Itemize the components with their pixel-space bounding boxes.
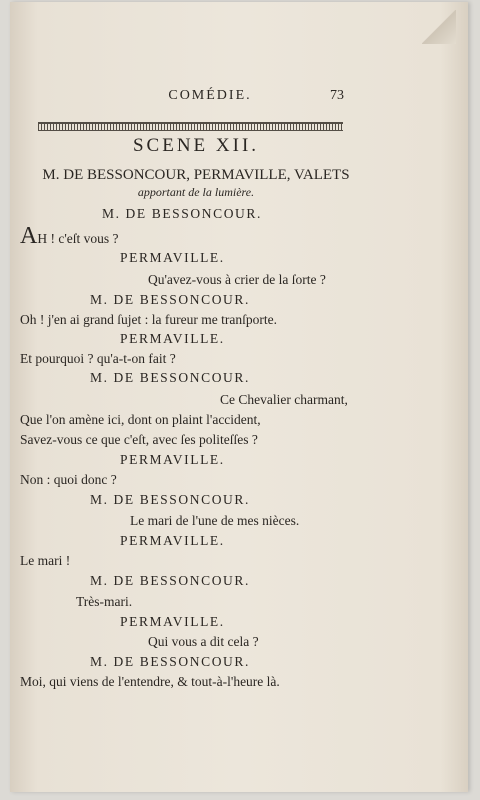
speech-line xyxy=(20,224,119,248)
page-number: 73 xyxy=(330,88,344,103)
speech-line: Qu'avez-vous à crier de la ſorte ? xyxy=(148,272,326,287)
speaker-name: M. DE BESSONCOUR. xyxy=(90,492,250,507)
speaker-name: PERMAVILLE. xyxy=(120,331,225,346)
header-title: COMÉDIE. xyxy=(168,88,252,103)
book-page xyxy=(10,2,468,792)
speaker-name: PERMAVILLE. xyxy=(120,250,225,265)
speaker-name: M. DE BESSONCOUR. xyxy=(90,370,250,385)
speech-line: Non : quoi donc ? xyxy=(20,472,117,487)
folded-corner xyxy=(422,10,456,44)
scene-heading: SCENE XII. xyxy=(132,135,260,156)
stage-direction: apportant de la lumière. xyxy=(137,185,255,199)
drop-cap: A xyxy=(20,223,38,249)
speaker-name: PERMAVILLE. xyxy=(120,533,225,548)
speaker-name: M. DE BESSONCOUR. xyxy=(90,573,250,588)
speech-line: Très-mari. xyxy=(76,594,133,609)
speaker-name: PERMAVILLE. xyxy=(120,614,225,629)
speech-line: Et pourquoi ? qu'a-t-on fait ? xyxy=(20,351,176,366)
speech-line: Que l'on amène ici, dont on plaint l'accident, xyxy=(20,412,261,427)
speaker-name: M. DE BESSONCOUR. xyxy=(90,292,250,307)
header-rule xyxy=(38,122,343,131)
speech-text: H ! c'eſt vous ? xyxy=(37,231,119,246)
speaker-name: PERMAVILLE. xyxy=(120,452,225,467)
speech-line: Qui vous a dit cela ? xyxy=(148,634,259,649)
speaker-name: M. DE BESSONCOUR. xyxy=(102,206,262,221)
speech-line: Le mari ! xyxy=(20,553,71,568)
speech-line: Moi, qui viens de l'entendre, & tout-à-l'heure là. xyxy=(20,674,280,689)
speech-line: Savez-vous ce que c'eſt, avec ſes politeſſes ? xyxy=(20,432,258,447)
character-list: M. DE BESSONCOUR, PERMAVILLE, VALETS xyxy=(42,167,350,183)
speaker-name: M. DE BESSONCOUR. xyxy=(90,654,250,669)
speech-line: Oh ! j'en ai grand ſujet : la fureur me tranſporte. xyxy=(20,312,277,327)
speech-line: Ce Chevalier charmant, xyxy=(220,392,348,407)
running-header xyxy=(10,88,468,108)
speech-line: Le mari de l'une de mes nièces. xyxy=(130,513,300,528)
